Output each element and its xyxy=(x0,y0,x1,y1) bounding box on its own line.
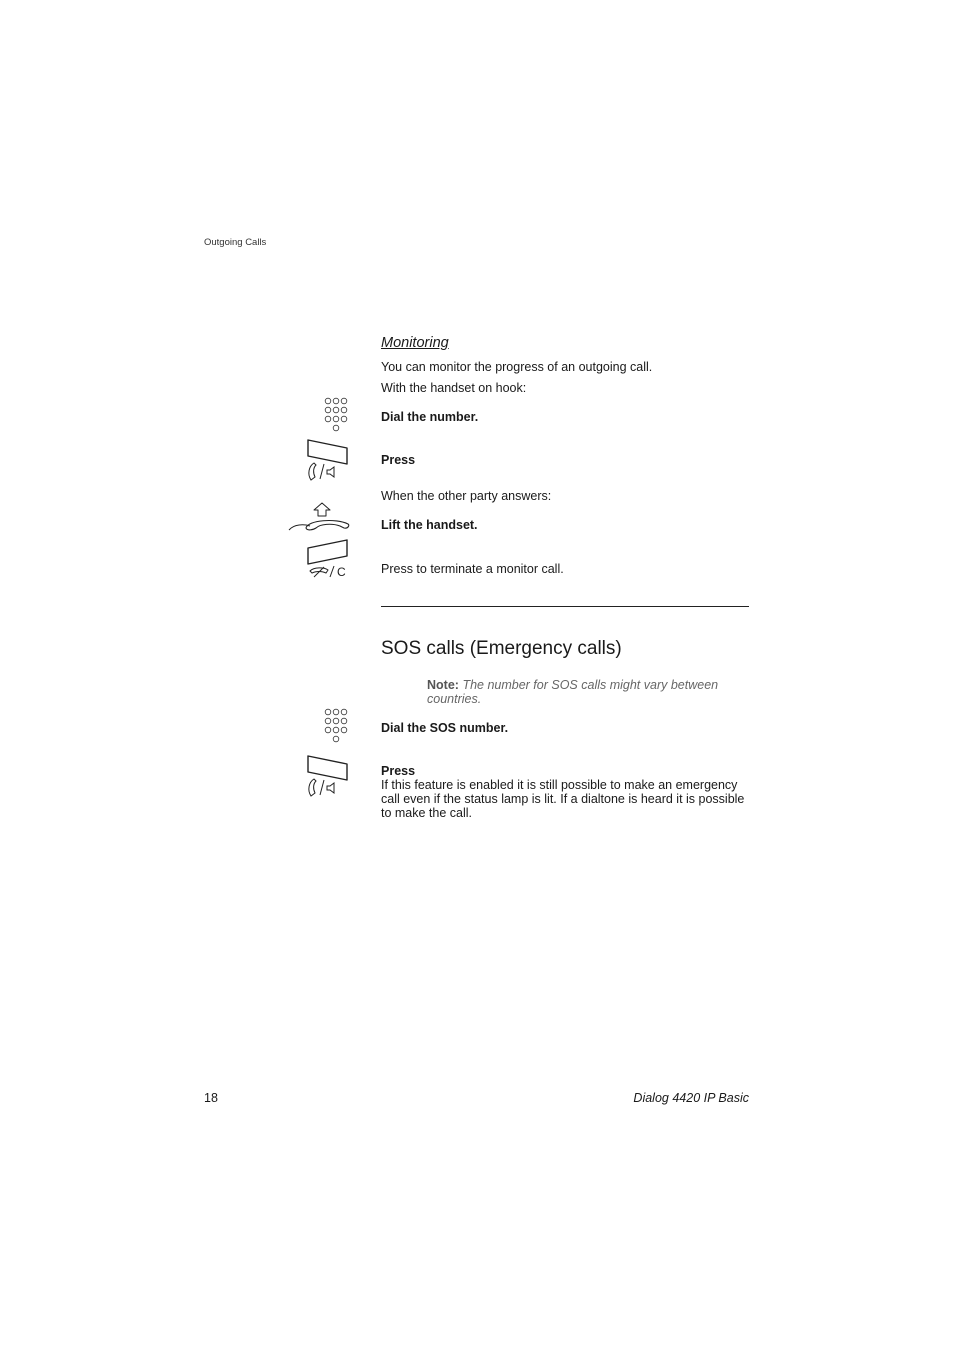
clear-key-icon xyxy=(304,540,352,580)
clear-key-label: C xyxy=(337,565,346,579)
keypad-icon xyxy=(322,396,354,432)
handsfree-key-icon xyxy=(304,438,352,482)
monitoring-intro: You can monitor the progress of an outgoing call. xyxy=(381,360,653,374)
monitoring-condition: With the handset on hook: xyxy=(381,381,527,395)
page-number: 18 xyxy=(204,1091,218,1105)
note-text: The number for SOS calls might vary between countries. xyxy=(427,678,719,706)
note xyxy=(427,678,757,706)
handsfree-key-icon xyxy=(304,754,352,798)
lift-handset-icon xyxy=(286,502,352,532)
keypad-icon xyxy=(322,707,354,743)
step-lift-handset: Lift the handset. xyxy=(381,518,478,532)
note-label: Note: xyxy=(427,678,459,692)
section-title: SOS calls (Emergency calls) xyxy=(381,638,622,659)
terminate-text: Press to terminate a monitor call. xyxy=(381,562,564,576)
product-name: Dialog 4420 IP Basic xyxy=(633,1091,749,1105)
section-divider xyxy=(381,606,749,607)
step-dial-number: Dial the number. xyxy=(381,410,479,424)
step-dial-sos: Dial the SOS number. xyxy=(381,721,509,735)
running-header: Outgoing Calls xyxy=(204,237,267,248)
sos-description: If this feature is enabled it is still possible to make an emergency call even if the status lamp is lit. If a dialtone is heard it is possible to make the call. xyxy=(381,778,745,820)
monitoring-heading: Monitoring xyxy=(381,335,449,351)
step-press-sos: Press xyxy=(381,764,416,778)
step-press: Press xyxy=(381,453,416,467)
when-answers: When the other party answers: xyxy=(381,489,552,503)
